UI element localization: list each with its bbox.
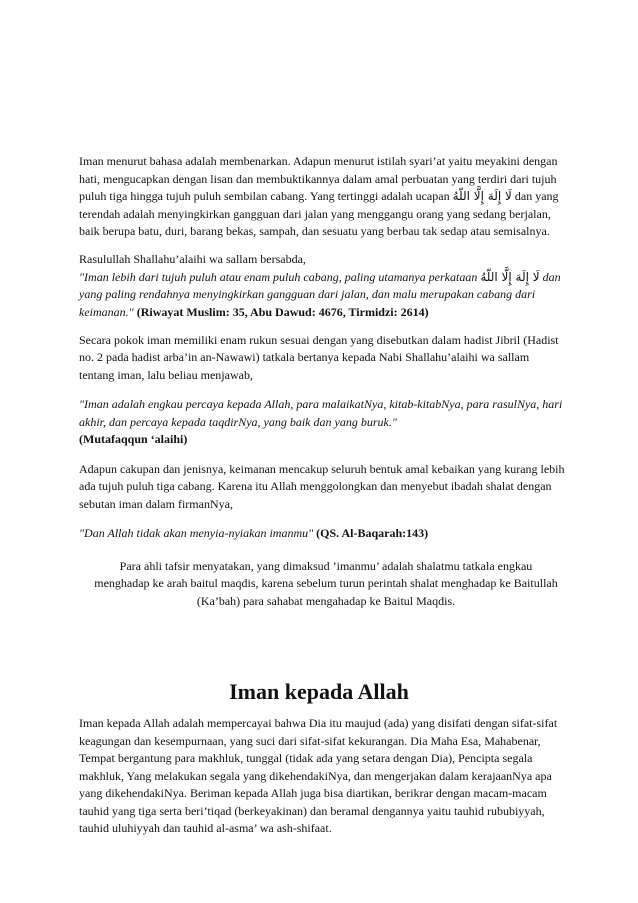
paragraph-jibril-hadith xyxy=(79,396,565,449)
jibril-quote: "Iman adalah engkau percaya kepada Allah, para malaikatNya, kitab-kitabNya, para rasulNya, hari akhir, dan percaya kepada taqdirNya, yang baik dan yang buruk." xyxy=(79,397,563,429)
arabic-tahlil-2: لَا إِلَهَ إِلَّا اللّهُ xyxy=(480,269,540,284)
jibril-source: (Mutafaqqun ‘alaihi) xyxy=(79,432,188,446)
definition-text-start: Iman menurut bahasa adalah membenarkan. Adapun menurut istilah syari’at yaitu meyakini dengan hati, mengucapkan dengan lisan dan membuktikannya dalam amal perbuatan yang terdiri dari tujuh puluh tiga hingga tujuh puluh sembilan cabang. Yang tertinggi adalah ucapan xyxy=(79,154,558,203)
hadith-quote-start: "Iman lebih dari tujuh puluh atau enam puluh cabang, paling utamanya perkataan xyxy=(79,269,478,284)
section-body xyxy=(79,715,565,838)
paragraph-hadith-intro xyxy=(79,251,565,321)
hadith-quote-end: dan yang paling rendahnya menyingkirkan gangguan dari jalan, dan malu merupakan cabang dari keimanan." xyxy=(79,269,561,319)
hadith-source: (Riwayat Muslim: 35, Abu Dawud: 4676, Tirmidzi: 2614) xyxy=(136,304,429,319)
arabic-tahlil: لَا إِلَهَ إِلَّا اللّهُ xyxy=(452,189,512,203)
verse-quote: "Dan Allah tidak akan menyia-nyiakan imanmu" xyxy=(79,526,314,540)
verse-source: (QS. Al-Baqarah:143) xyxy=(316,526,429,540)
definition-text-end: dan yang terendah adalah menyingkirkan gangguan dari jalan yang menggangu orang yang sedang berjalan, baik berupa batu, duri, barang bekas, sampah, dan sesuatu yang berbau tak sedap atau semisalnya. xyxy=(79,189,559,238)
document-body xyxy=(79,153,565,610)
section-heading: Iman kepada Allah xyxy=(229,679,409,704)
paragraph-quran-verse xyxy=(79,525,565,543)
paragraph-tafsir: Para ahli tafsir menyatakan, yang dimaksud ’imanmu’ adalah shalatmu tatkala engkau menghadap ke arah baitul maqdis, karena sebelum turun perintah shalat menghadap ke Baitullah (Ka’bah) para sahabat mengahadap ke Baitul Maqdis. xyxy=(94,558,558,608)
paragraph-cakupan: Adapun cakupan dan jenisnya, keimanan mencakup seluruh bentuk amal kebaikan yang kurang lebih ada tujuh puluh tiga cabang. Karena itu Allah menggolongkan dan menyebut ibadah shalat dengan sebutan iman dalam firmanNya, xyxy=(79,461,565,511)
paragraph-definition xyxy=(79,153,565,241)
hadith-intro: Rasulullah Shallahu’alaihi wa sallam bersabda, xyxy=(79,252,306,266)
paragraph-rukun-iman: Secara pokok iman memiliki enam rukun sesuai dengan yang disebutkan dalam hadist Jibril (Hadist no. 2 pada hadist arba’in an-Nawawi) tatkala bertanya kepada Nabi Shallahu’alaihi wa sallam tentang iman, lalu beliau menjawab, xyxy=(79,332,559,382)
paragraph-iman-kepada-allah: Iman kepada Allah adalah mempercayai bahwa Dia itu maujud (ada) yang disifati dengan sifat-sifat keagungan dan kesempurnaan, yang suci dari sifat-sifat kekurangan. Dia Maha Esa, Mahabenar, Tempat bergantung para makhluk, tunggal (tidak ada yang setara dengan Dia), Pencipta segala makhluk, Yang melakukan segala yang dikehendakiNya, dan mengerjakan dalam kerajaanNya apa yang dikehendakiNya. Beriman kepada Allah juga bisa diartikan, berikrar dengan macam-macam tauhid yang tiga serta beri’tiqad (berkeyakinan) dan beramal dengannya yaitu tauhid rububiyyah, tauhid uluhiyyah dan tauhid al-asma’ wa ash-shifaat. xyxy=(79,716,558,835)
